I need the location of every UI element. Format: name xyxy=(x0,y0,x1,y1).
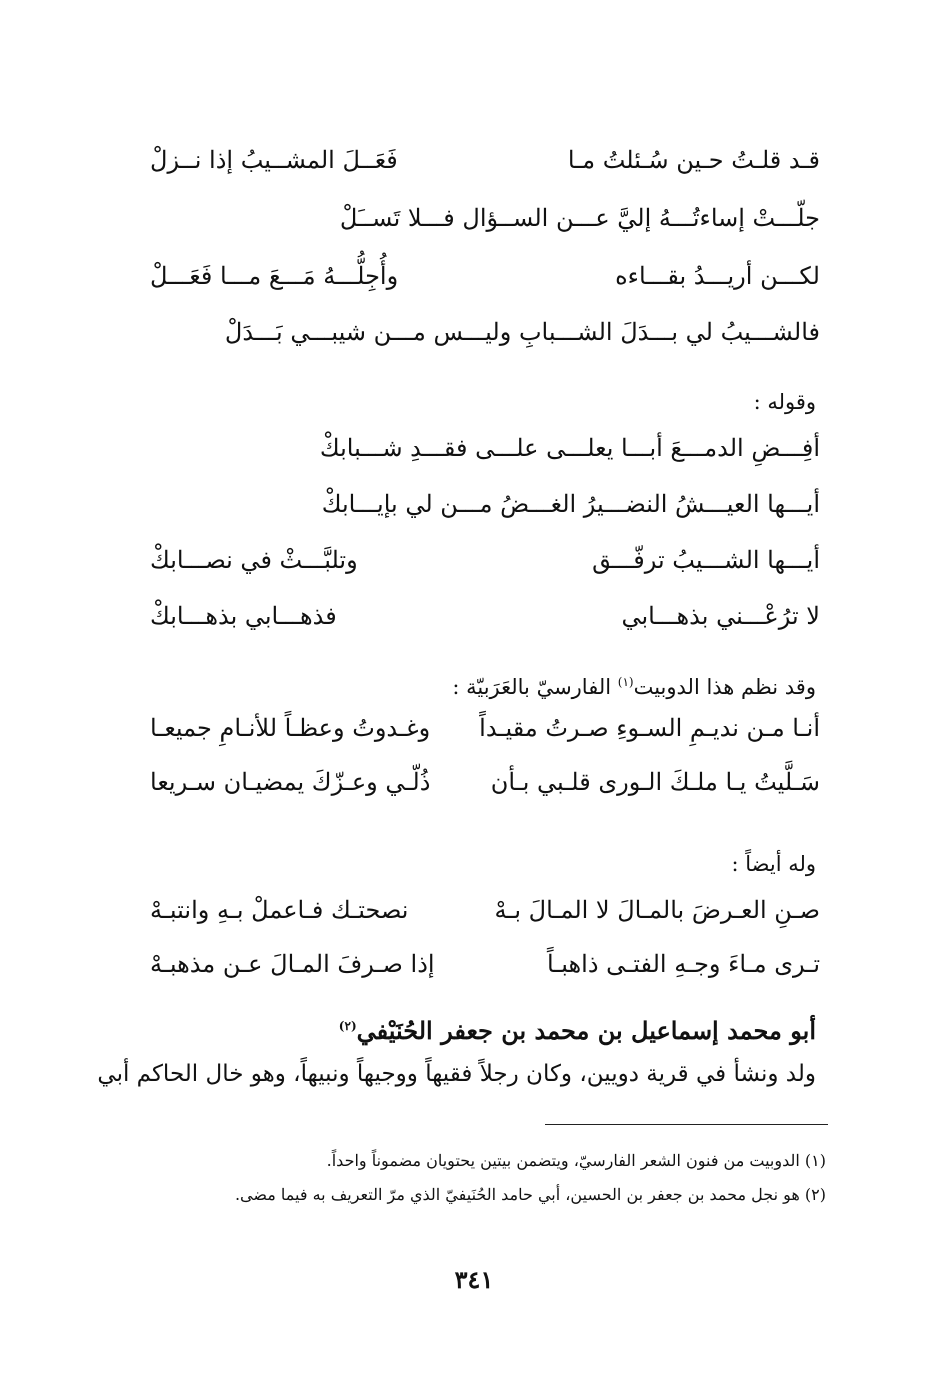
verse-line xyxy=(150,704,820,752)
intro-text-tail: الفارسيّ بالعَرَبيّة : xyxy=(452,675,618,699)
hemistich-first: صـنِ العـرضَ بالمـالَ لا المـالَ بـهْ xyxy=(494,896,820,924)
verse-line xyxy=(150,136,820,184)
verse-line xyxy=(150,940,820,988)
footnote: (١) الدوبيت من فنون الشعر الفارسيّ، ويتضمن بيتين يحتويان مضموناً واحداً. xyxy=(326,1151,826,1170)
verse-line xyxy=(150,536,820,584)
hemistich-first: لكـــن أريـــدُ بقـــاءه xyxy=(615,262,820,290)
hemistich-second: إذا صـرفَ المـالَ عـن مذهبـهْ xyxy=(150,950,435,978)
verse-line xyxy=(150,252,820,300)
hemistich-first: قـد قلـتُ حـين سُـئلتُ مـا xyxy=(567,146,820,174)
verse-line: جلّـــتْ إساءتُـــهُ إليَّ عـــن الســؤال فـــلا تَســَلْ xyxy=(339,204,820,232)
hemistich-second: ذُلّـي وعـزّكَ يمضيـان سـريعا xyxy=(150,768,431,796)
biography-heading xyxy=(339,1006,816,1051)
hemistich-first: لا ترُعْـــني بذهـــابي xyxy=(621,602,820,630)
hemistich-first: سَـلَّيتُ يـا ملـكَ الـورى قلـبي بـأن xyxy=(490,768,820,796)
section-intro: وقوله : xyxy=(753,390,816,414)
intro-text: وقد نظم هذا الدوبيت xyxy=(633,675,816,699)
verse-line xyxy=(150,592,820,640)
footnote: (٢) هو نجل محمد بن جعفر بن الحسين، أبي حامد الحُنَيفيّ الذي مرّ التعريف به فيما مضى. xyxy=(234,1185,826,1204)
section-intro: وله أيضاً : xyxy=(731,852,816,876)
section-intro xyxy=(452,664,816,705)
hemistich-second: وأُجِلُّـــهُ مَـــعَ مـــا فَعَـــلْ xyxy=(150,262,399,290)
hemistich-second: وتلبَّـــثْ في نصـــابكْ xyxy=(150,546,358,574)
hemistich-second: وغـدوتُ وعظـاً للأنـامِ جميعـا xyxy=(150,714,431,742)
hemistich-first: أيـــها الشـــيبُ ترفّـــق xyxy=(592,546,820,574)
footnote-ref: (٢) xyxy=(338,1019,357,1033)
hemistich-second: فَعَــلَ المشــيبُ إذا نــزلْ xyxy=(150,146,398,174)
verse-line xyxy=(150,758,820,806)
hemistich-second: نصحتـك فـاعملْ بـهِ وانتبـهْ xyxy=(150,896,409,924)
verse-line: فالشـــيبُ لي بـــدَلَ الشـــبابِ وليـــس مـــن شيبـــي بَـــدَلْ xyxy=(224,318,820,346)
hemistich-first: أنـا مـن نديـمِ السـوءِ صـرتُ مقيـداً xyxy=(479,714,820,742)
heading-text: أبو محمد إسماعيل بن محمد بن جعفر الحُنَيْفي xyxy=(356,1016,816,1045)
hemistich-second: فذهـــابي بذهـــابكْ xyxy=(150,602,337,630)
verse-line: أيـــها العيـــشُ النضـــيرُ الغـــضُ مـــن لي بإيـــابكْ xyxy=(321,490,820,518)
footnote-divider xyxy=(545,1124,828,1125)
footnote-ref: (١) xyxy=(617,675,634,689)
verse-line xyxy=(150,886,820,934)
page-number: ٣٤١ xyxy=(454,1265,494,1294)
hemistich-first: تـرى مـاءَ وجـهِ الفتـى ذاهبـاً xyxy=(546,950,820,978)
verse-line: أفِـــضِ الدمـــعَ أبـــا يعلـــى علـــى فقـــدِ شـــبابكْ xyxy=(319,434,820,462)
prose-paragraph: ولد ونشأ في قرية دويين، وكان رجلاً فقيهاً ووجيهاً ونبيهاً، وهو خال الحاكم أبي xyxy=(97,1061,816,1087)
